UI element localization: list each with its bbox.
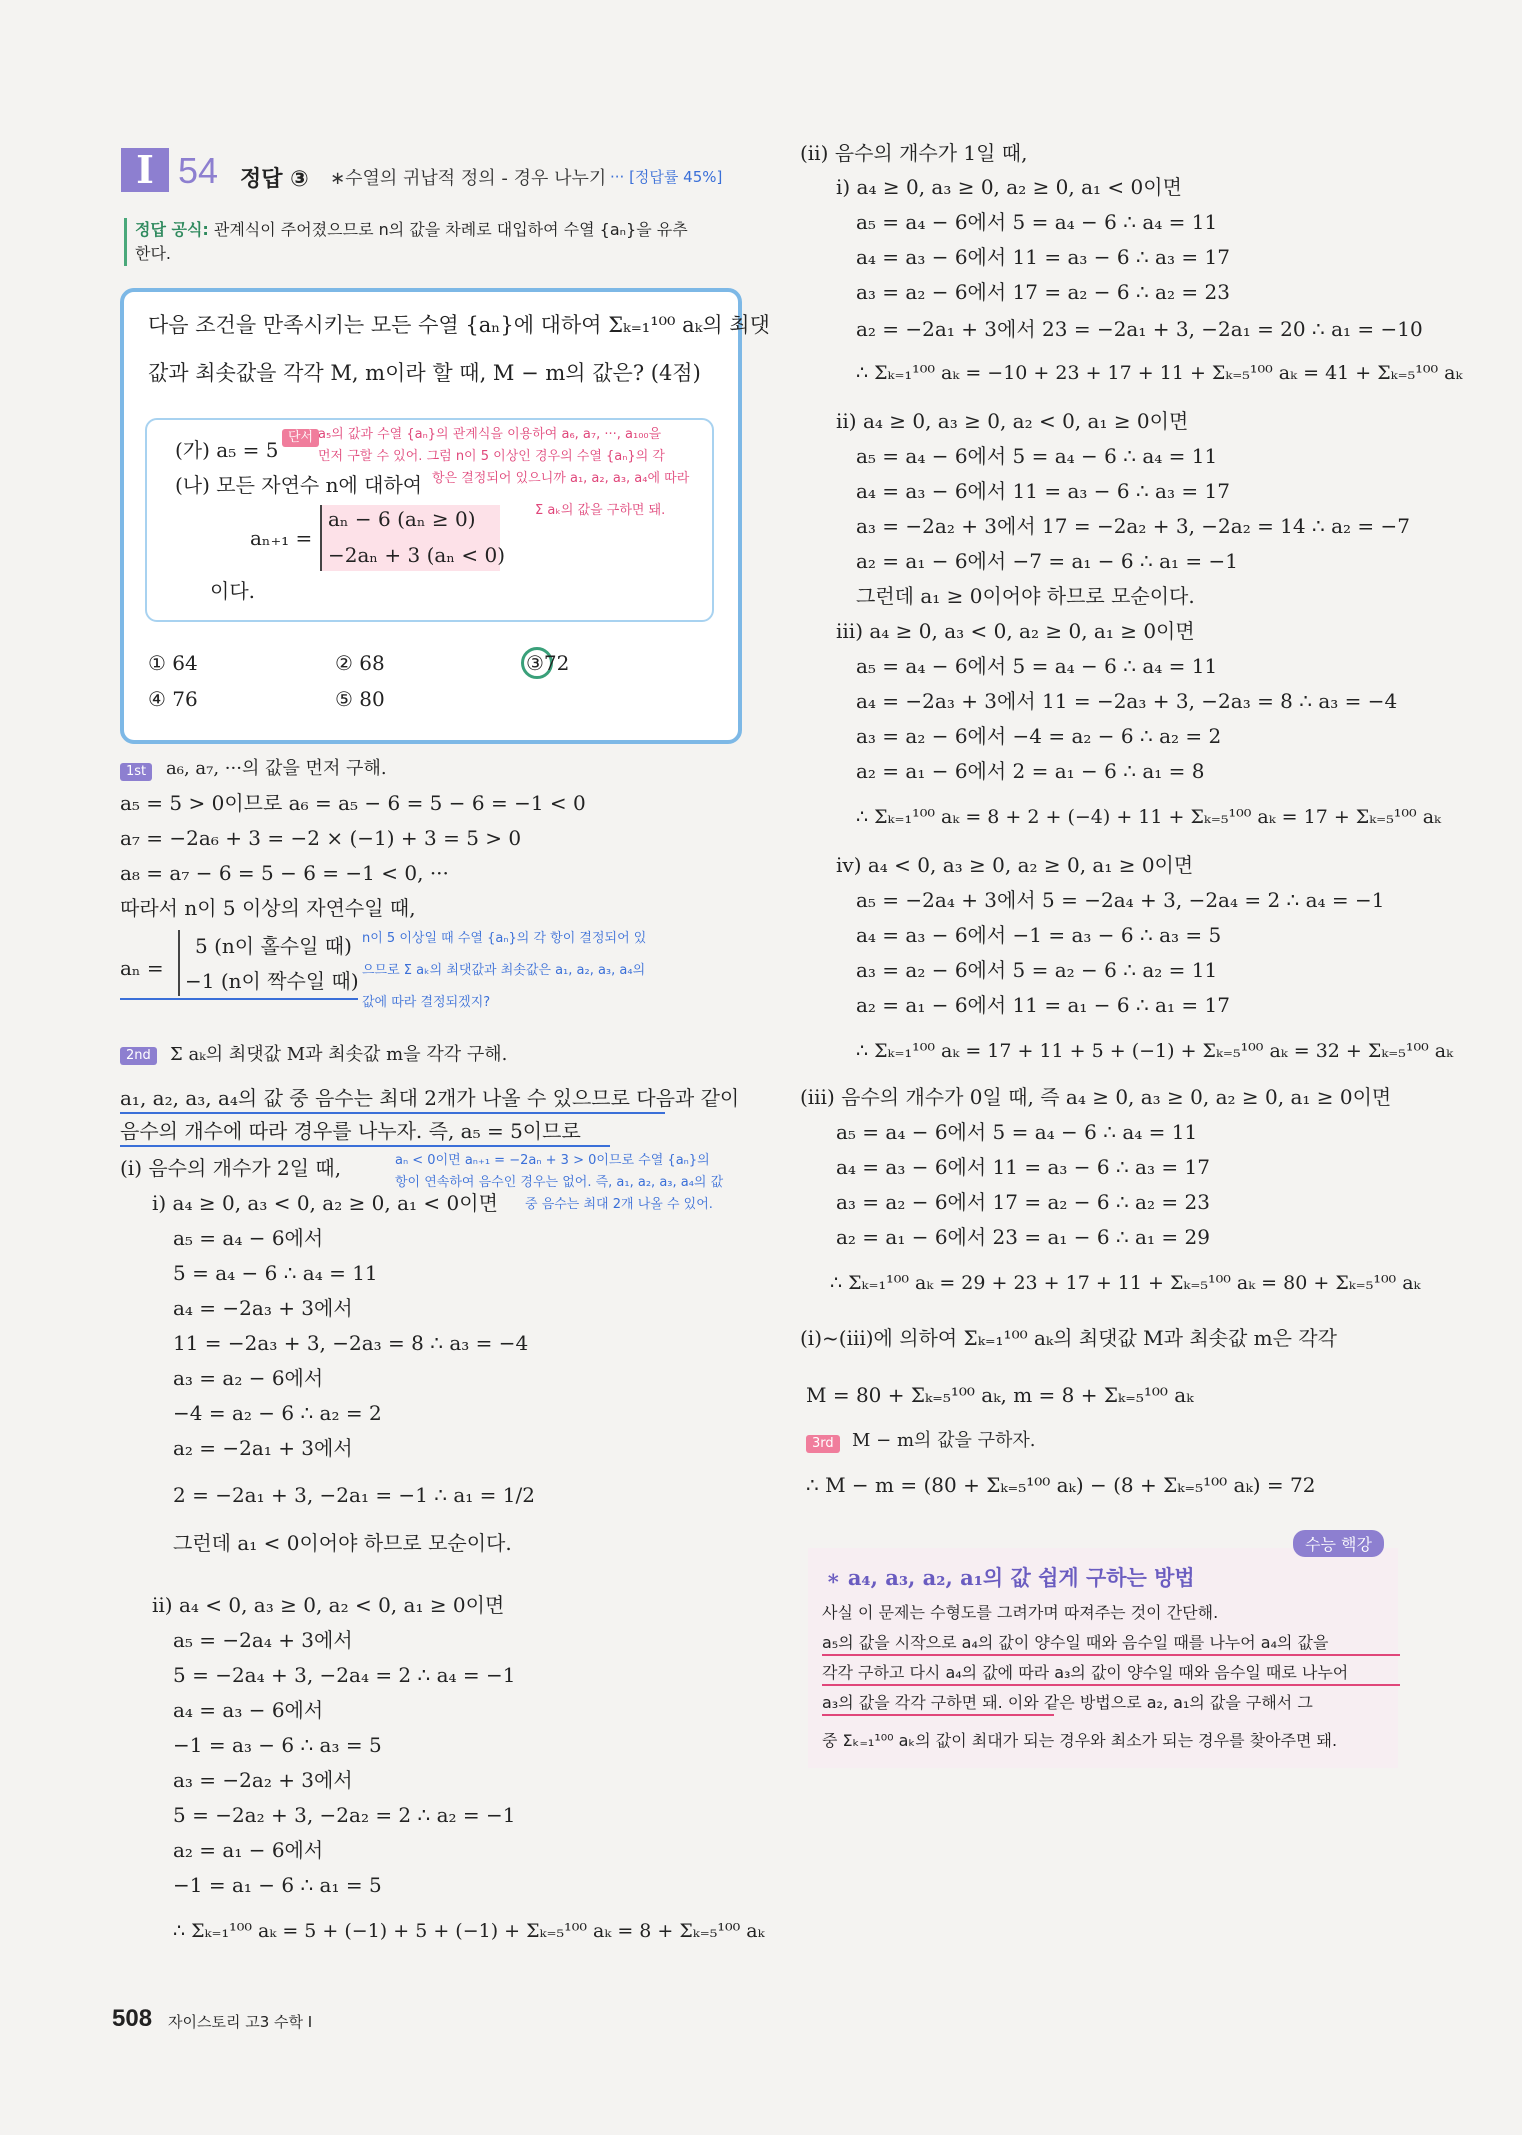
note-3: 값에 따라 결정되겠지? (362, 995, 491, 1010)
recurrence-case-1: aₙ − 6 (aₙ ≥ 0) (328, 507, 476, 531)
step2-badge: 2nd (120, 1047, 157, 1065)
choice-5: ⑤ 80 (335, 687, 385, 711)
note-5: 항이 연속하여 음수인 경우는 없어. 즉, a₁, a₂, a₃, a₄의 값 (395, 1175, 724, 1190)
left-l4: 따라서 n이 5 이상의 자연수일 때, (120, 896, 416, 920)
chapter-box: I (121, 148, 169, 192)
note-1: n이 5 이상일 때 수열 {aₙ}의 각 항이 결정되어 있 (362, 931, 647, 946)
tip-underline-1 (822, 1654, 1400, 1656)
step1-badge: 1st (120, 763, 152, 781)
case2i-2: a₄ = a₃ − 6에서 11 = a₃ − 6 ∴ a₃ = 17 (856, 245, 1230, 269)
tip-line-2: a₅의 값을 시작으로 a₄의 값이 양수일 때와 음수일 때를 나누어 a₄의 값을 (822, 1633, 1329, 1652)
hint-line-1: a₅의 값과 수열 {aₙ}의 관계식을 이용하여 a₆, a₇, ···, a₁₀₀을 (318, 427, 662, 442)
recurrence-lhs: aₙ₊₁ = (250, 526, 313, 550)
case3-5: ∴ Σₖ₌₁¹⁰⁰ aₖ = 29 + 23 + 17 + 11 + Σₖ₌₅¹⁰⁰ aₖ = 80 + Σₖ₌₅¹⁰⁰ aₖ (830, 1272, 1421, 1294)
case1i-4: 11 = −2a₃ + 3, −2a₃ = 8 ∴ a₃ = −4 (173, 1331, 529, 1355)
case2-title: (ⅱ) 음수의 개수가 1일 때, (800, 141, 1028, 165)
case2i-title: ⅰ) a₄ ≥ 0, a₃ ≥ 0, a₂ ≥ 0, a₁ < 0이면 (836, 175, 1182, 199)
case2ii-3: a₃ = −2a₂ + 3에서 17 = −2a₂ + 3, −2a₂ = 14 ∴ a₂ = −7 (856, 514, 1410, 538)
underline-3 (120, 1145, 610, 1147)
choice-2: ② 68 (335, 651, 385, 675)
case2iv-2: a₄ = a₃ − 6에서 −1 = a₃ − 6 ∴ a₃ = 5 (856, 923, 1222, 947)
tip-underline-2 (822, 1684, 1400, 1686)
case1i-title: ⅰ) a₄ ≥ 0, a₃ < 0, a₂ ≥ 0, a₁ < 0이면 (152, 1191, 498, 1215)
step2-title: Σ aₖ의 최댓값 M과 최솟값 m을 각각 구해. (170, 1044, 508, 1065)
recurrence-case-2: −2aₙ + 3 (aₙ < 0) (328, 543, 505, 567)
case3-title: (ⅲ) 음수의 개수가 0일 때, 즉 a₄ ≥ 0, a₃ ≥ 0, a₂ ≥ 0, a₁ ≥ 0이면 (800, 1085, 1392, 1109)
case3-1: a₅ = a₄ − 6에서 5 = a₄ − 6 ∴ a₄ = 11 (836, 1120, 1198, 1144)
step2-badge-wrap (120, 1044, 157, 1065)
step1-badge-wrap (120, 760, 152, 781)
left-l5-lhs: aₙ = (120, 956, 164, 980)
case1ii-1: a₅ = −2a₄ + 3에서 (173, 1628, 353, 1652)
case1ii-5: a₃ = −2a₂ + 3에서 (173, 1768, 353, 1792)
hint-badge: 단서 (282, 429, 319, 447)
left-l3: a₈ = a₇ − 6 = 5 − 6 = −1 < 0, ··· (120, 861, 449, 885)
note-2: 으므로 Σ aₖ의 최댓값과 최솟값은 a₁, a₂, a₃, a₄의 (362, 963, 646, 978)
hint-line-3: 항은 결정되어 있으니까 a₁, a₂, a₃, a₄에 따라 (432, 471, 690, 486)
case2iv-title: ⅳ) a₄ < 0, a₃ ≥ 0, a₂ ≥ 0, a₁ ≥ 0이면 (836, 853, 1194, 877)
case2iv-1: a₅ = −2a₄ + 3에서 5 = −2a₄ + 3, −2a₄ = 2 ∴ a₄ = −1 (856, 888, 1385, 912)
case2i-5: ∴ Σₖ₌₁¹⁰⁰ aₖ = −10 + 23 + 17 + 11 + Σₖ₌₅¹⁰⁰ aₖ = 41 + Σₖ₌₅¹⁰⁰ aₖ (856, 362, 1463, 384)
case1ii-3: a₄ = a₃ − 6에서 (173, 1698, 324, 1722)
page-number: 508 (112, 2005, 153, 2032)
final-answer: ∴ M − m = (80 + Σₖ₌₅¹⁰⁰ aₖ) − (8 + Σₖ₌₅¹⁰⁰ aₖ) = 72 (806, 1473, 1316, 1497)
formula-text: 관계식이 주어졌으므로 n의 값을 차례로 대입하여 수열 {aₙ}을 유추 (208, 220, 688, 239)
step3-badge-wrap (806, 1432, 840, 1453)
problem-number: 54 (178, 150, 219, 191)
case2i-3: a₃ = a₂ − 6에서 17 = a₂ − 6 ∴ a₂ = 23 (856, 280, 1230, 304)
conclusion-1: (ⅰ)~(ⅲ)에 의하여 Σₖ₌₁¹⁰⁰ aₖ의 최댓값 M과 최솟값 m은 각각 (800, 1326, 1337, 1350)
case2iii-5: ∴ Σₖ₌₁¹⁰⁰ aₖ = 8 + 2 + (−4) + 11 + Σₖ₌₅¹⁰⁰ aₖ = 17 + Σₖ₌₅¹⁰⁰ aₖ (856, 806, 1441, 828)
tip-title: ∗ a₄, a₃, a₂, a₁의 값 쉽게 구하는 방법 (826, 1565, 1195, 1590)
choice-1: ① 64 (148, 651, 198, 675)
underline-1 (120, 998, 358, 1000)
case2iv-5: ∴ Σₖ₌₁¹⁰⁰ aₖ = 17 + 11 + 5 + (−1) + Σₖ₌₅¹⁰⁰ aₖ = 32 + Σₖ₌₅¹⁰⁰ aₖ (856, 1040, 1454, 1062)
left-l5a: 5 (n이 홀수일 때) (195, 934, 352, 958)
underline-2 (120, 1112, 665, 1114)
formula-text-2: 한다. (135, 244, 171, 263)
case2iii-1: a₅ = a₄ − 6에서 5 = a₄ − 6 ∴ a₄ = 11 (856, 654, 1218, 678)
left-l5b: −1 (n이 짝수일 때) (185, 969, 359, 993)
left-l2: a₇ = −2a₆ + 3 = −2 × (−1) + 3 = 5 > 0 (120, 826, 522, 850)
case3-2: a₄ = a₃ − 6에서 11 = a₃ − 6 ∴ a₃ = 17 (836, 1155, 1210, 1179)
hint-line-4: Σ aₖ의 값을 구하면 돼. (535, 503, 666, 518)
tip-line-3: 각각 구하고 다시 a₄의 값에 따라 a₃의 값이 양수일 때와 음수일 때로 나누어 (822, 1663, 1349, 1682)
formula-note (124, 218, 688, 266)
tip-line-5: 중 Σₖ₌₁¹⁰⁰ aₖ의 값이 최대가 되는 경우와 최소가 되는 경우를 찾아주면 돼. (822, 1731, 1338, 1750)
case1i-9: 그런데 a₁ < 0이어야 하므로 모순이다. (173, 1531, 512, 1555)
case2i-4: a₂ = −2a₁ + 3에서 23 = −2a₁ + 3, −2a₁ = 20 ∴ a₁ = −10 (856, 317, 1423, 341)
left-p1: a₁, a₂, a₃, a₄의 값 중 음수는 최대 2개가 나올 수 있으므로 다음과 같이 (120, 1086, 740, 1110)
case2ii-title: ⅱ) a₄ ≥ 0, a₃ ≥ 0, a₂ < 0, a₁ ≥ 0이면 (836, 409, 1189, 433)
hint-badge-wrap (282, 426, 319, 447)
topic-title: ∗수열의 귀납적 정의 - 경우 나누기 (330, 168, 607, 189)
case1-title: (ⅰ) 음수의 개수가 2일 때, (120, 1156, 342, 1180)
choice-3: ③72 (526, 651, 570, 675)
formula-label: 정답 공식: (135, 220, 209, 239)
case2iii-4: a₂ = a₁ − 6에서 2 = a₁ − 6 ∴ a₁ = 8 (856, 759, 1205, 783)
case2ii-2: a₄ = a₃ − 6에서 11 = a₃ − 6 ∴ a₃ = 17 (856, 479, 1230, 503)
note-6: 중 음수는 최대 2개 나올 수 있어. (525, 1197, 713, 1212)
hint-line-2: 먼저 구할 수 있어. 그럼 n이 5 이상인 경우의 수열 {aₙ}의 각 (318, 449, 665, 464)
case1i-6: −4 = a₂ − 6 ∴ a₂ = 2 (173, 1401, 382, 1425)
tip-line-1: 사실 이 문제는 수형도를 그려가며 따져주는 것이 간단해. (822, 1603, 1219, 1622)
case1ii-4: −1 = a₃ − 6 ∴ a₃ = 5 (173, 1733, 382, 1757)
case3-4: a₂ = a₁ − 6에서 23 = a₁ − 6 ∴ a₁ = 29 (836, 1225, 1210, 1249)
case1ii-title: ⅱ) a₄ < 0, a₃ ≥ 0, a₂ < 0, a₁ ≥ 0이면 (152, 1593, 505, 1617)
tip-badge: 수능 핵강 (1293, 1530, 1384, 1557)
case1ii-6: 5 = −2a₂ + 3, −2a₂ = 2 ∴ a₂ = −1 (173, 1803, 516, 1827)
case2ii-5: 그런데 a₁ ≥ 0이어야 하므로 모순이다. (856, 584, 1195, 608)
answer-label: 정답 ③ (240, 167, 309, 192)
case1i-2: 5 = a₄ − 6 ∴ a₄ = 11 (173, 1261, 378, 1285)
brace (178, 930, 180, 996)
step3-title: M − m의 값을 구하자. (852, 1430, 1036, 1451)
case2iii-title: ⅲ) a₄ ≥ 0, a₃ < 0, a₂ ≥ 0, a₁ ≥ 0이면 (836, 619, 1195, 643)
case2iii-3: a₃ = a₂ − 6에서 −4 = a₂ − 6 ∴ a₂ = 2 (856, 724, 1222, 748)
book-title: 자이스토리 고3 수학 Ⅰ (168, 2013, 313, 2031)
problem-line-1: 다음 조건을 만족시키는 모든 수열 {aₙ}에 대하여 Σₖ₌₁¹⁰⁰ aₖ의 최댓 (148, 313, 770, 337)
tip-line-4: a₃의 값을 각각 구하면 돼. 이와 같은 방법으로 a₂, a₁의 값을 구해서 그 (822, 1693, 1313, 1712)
condition-b: (나) 모든 자연수 n에 대하여 (175, 473, 423, 497)
case1i-3: a₄ = −2a₃ + 3에서 (173, 1296, 353, 1320)
case2iv-4: a₂ = a₁ − 6에서 11 = a₁ − 6 ∴ a₁ = 17 (856, 993, 1230, 1017)
conclusion-2: M = 80 + Σₖ₌₅¹⁰⁰ aₖ, m = 8 + Σₖ₌₅¹⁰⁰ aₖ (806, 1383, 1194, 1407)
left-l1: a₅ = 5 > 0이므로 a₆ = a₅ − 6 = 5 − 6 = −1 < 0 (120, 791, 586, 815)
left-p2: 음수의 개수에 따라 경우를 나누자. 즉, a₅ = 5이므로 (120, 1119, 581, 1143)
case2i-1: a₅ = a₄ − 6에서 5 = a₄ − 6 ∴ a₄ = 11 (856, 210, 1218, 234)
problem-end: 이다. (210, 579, 255, 603)
step3-badge: 3rd (806, 1435, 840, 1453)
problem-line-2: 값과 최솟값을 각각 M, m이라 할 때, M − m의 값은? (4점) (148, 361, 701, 385)
case1ii-9: ∴ Σₖ₌₁¹⁰⁰ aₖ = 5 + (−1) + 5 + (−1) + Σₖ₌₅¹⁰⁰ aₖ = 8 + Σₖ₌₅¹⁰⁰ aₖ (173, 1920, 765, 1942)
case1i-1: a₅ = a₄ − 6에서 (173, 1226, 324, 1250)
case1i-7: a₂ = −2a₁ + 3에서 (173, 1436, 353, 1460)
case2ii-4: a₂ = a₁ − 6에서 −7 = a₁ − 6 ∴ a₁ = −1 (856, 549, 1238, 573)
case1ii-8: −1 = a₁ − 6 ∴ a₁ = 5 (173, 1873, 382, 1897)
choice-4: ④ 76 (148, 687, 198, 711)
case1ii-2: 5 = −2a₄ + 3, −2a₄ = 2 ∴ a₄ = −1 (173, 1663, 516, 1687)
case3-3: a₃ = a₂ − 6에서 17 = a₂ − 6 ∴ a₂ = 23 (836, 1190, 1210, 1214)
case1i-5: a₃ = a₂ − 6에서 (173, 1366, 324, 1390)
case1i-8: 2 = −2a₁ + 3, −2a₁ = −1 ∴ a₁ = 1/2 (173, 1483, 535, 1507)
condition-a: (가) a₅ = 5 (175, 438, 279, 462)
case2iv-3: a₃ = a₂ − 6에서 5 = a₂ − 6 ∴ a₂ = 11 (856, 958, 1218, 982)
step1-title: a₆, a₇, ···의 값을 먼저 구해. (166, 758, 387, 779)
case2ii-1: a₅ = a₄ − 6에서 5 = a₄ − 6 ∴ a₄ = 11 (856, 444, 1218, 468)
case2iii-2: a₄ = −2a₃ + 3에서 11 = −2a₃ + 3, −2a₃ = 8 ∴ a₃ = −4 (856, 689, 1398, 713)
note-4: aₙ < 0이면 aₙ₊₁ = −2aₙ + 3 > 0이므로 수열 {aₙ}의 (395, 1153, 710, 1168)
tip-underline-3 (822, 1714, 1054, 1716)
case1ii-7: a₂ = a₁ − 6에서 (173, 1838, 324, 1862)
answer-rate: ··· [정답률 45%] (610, 168, 723, 186)
